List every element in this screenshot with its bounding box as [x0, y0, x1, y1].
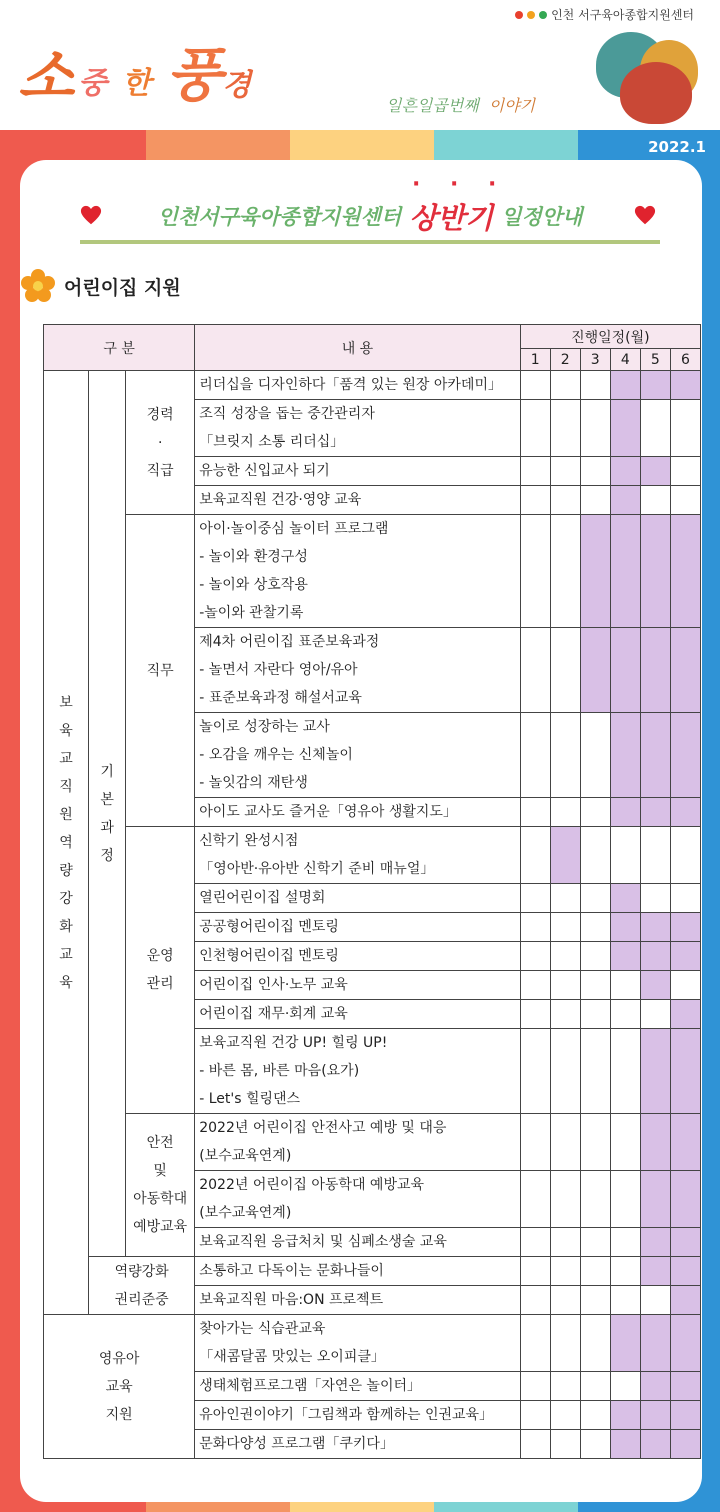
group-basic-char: 기 — [100, 763, 114, 780]
month-cell — [580, 515, 610, 628]
month-cell — [670, 400, 700, 457]
month-cell — [670, 1401, 700, 1430]
month-cell — [670, 1228, 700, 1257]
month-cell — [520, 1286, 550, 1315]
month-cell — [610, 798, 640, 827]
month-cell — [580, 1029, 610, 1114]
group-main-char: 화 — [59, 918, 73, 935]
content-line: 아이·놀이중심 놀이터 프로그램 — [199, 521, 389, 537]
content-cell — [195, 1430, 520, 1459]
month-cell — [610, 486, 640, 515]
content-line: - 놀이와 상호작용 — [199, 577, 308, 593]
month-cell — [550, 913, 580, 942]
content-cell — [195, 1257, 520, 1286]
content-cell — [195, 1114, 520, 1171]
content-line: - 놀잇감의 재탄생 — [199, 775, 308, 791]
month-cell — [580, 713, 610, 798]
month-cell — [580, 1430, 610, 1459]
content-line: - Let's 힐링댄스 — [199, 1091, 301, 1107]
content-line: 「브릿지 소통 리더십」 — [199, 434, 345, 450]
month-header: 3 — [580, 349, 610, 371]
group-basic-char: 과 — [100, 819, 114, 836]
group-main-char: 육 — [59, 722, 73, 739]
month-cell — [550, 515, 580, 628]
month-cell — [640, 457, 670, 486]
month-cell — [610, 1171, 640, 1228]
header-content: 내 용 — [195, 325, 520, 371]
content-line: 소통하고 다독이는 문화나들이 — [199, 1263, 384, 1279]
title-char-1: 소 — [18, 43, 75, 111]
month-cell — [550, 1286, 580, 1315]
month-cell — [670, 515, 700, 628]
month-cell — [640, 884, 670, 913]
month-cell — [520, 971, 550, 1000]
newsletter-header — [0, 0, 720, 130]
month-cell — [640, 400, 670, 457]
month-cell — [520, 1000, 550, 1029]
content-cell — [195, 457, 520, 486]
month-cell — [520, 457, 550, 486]
month-cell — [550, 884, 580, 913]
month-cell — [640, 1029, 670, 1114]
month-cell — [670, 1315, 700, 1372]
month-cell — [580, 457, 610, 486]
month-cell — [520, 1372, 550, 1401]
month-cell — [550, 486, 580, 515]
lucky-bag-icon — [620, 62, 692, 124]
month-cell — [610, 1372, 640, 1401]
month-cell — [610, 971, 640, 1000]
content-line: (보수교육연계) — [199, 1205, 292, 1221]
month-cell — [640, 628, 670, 713]
group-operation-line: 관리 — [146, 976, 174, 992]
issue-date: 2022.1 — [648, 138, 706, 156]
content-line: 찾아가는 식습관교육 — [199, 1321, 326, 1337]
schedule-banner — [80, 196, 660, 236]
month-cell — [610, 884, 640, 913]
month-header: 1 — [520, 349, 550, 371]
table-row — [44, 1257, 701, 1286]
month-cell — [610, 913, 640, 942]
month-cell — [580, 1228, 610, 1257]
month-cell — [550, 798, 580, 827]
group-safety-line: 안전 — [146, 1135, 174, 1151]
month-cell — [580, 1000, 610, 1029]
month-cell — [550, 1257, 580, 1286]
month-cell — [610, 942, 640, 971]
content-line: 아이도 교사도 즐거운「영유아 생활지도」 — [199, 804, 457, 820]
month-cell — [610, 400, 640, 457]
group-main-char: 교 — [59, 750, 73, 767]
month-cell — [610, 371, 640, 400]
content-cell — [195, 884, 520, 913]
month-cell — [550, 713, 580, 798]
group-operation-line: 운영 — [146, 948, 174, 964]
month-cell — [580, 1171, 610, 1228]
table-row — [44, 827, 701, 884]
month-cell — [640, 713, 670, 798]
month-header: 2 — [550, 349, 580, 371]
group-safety-line: 아동학대 — [133, 1191, 188, 1207]
month-cell — [580, 1114, 610, 1171]
month-cell — [670, 713, 700, 798]
group-infant-line: 지원 — [105, 1406, 133, 1423]
month-cell — [670, 457, 700, 486]
month-cell — [670, 827, 700, 884]
header-schedule: 진행일정(월) — [520, 325, 700, 349]
month-cell — [580, 971, 610, 1000]
table-row — [44, 1114, 701, 1171]
emphasis-dot-icon: · — [488, 172, 497, 197]
content-line: 「새콤달콤 맛있는 오이피클」 — [199, 1349, 385, 1365]
content-line: 열린어린이집 설명회 — [199, 890, 326, 906]
content-line: 유아인권이야기「그림책과 함께하는 인권교육」 — [199, 1407, 494, 1423]
month-cell — [520, 400, 550, 457]
content-cell — [195, 1171, 520, 1228]
month-cell — [610, 1000, 640, 1029]
month-cell — [580, 1257, 610, 1286]
month-cell — [520, 1029, 550, 1114]
month-cell — [610, 1029, 640, 1114]
month-cell — [520, 1315, 550, 1372]
month-cell — [520, 1171, 550, 1228]
month-cell — [640, 1315, 670, 1372]
group-main-char: 강 — [59, 890, 73, 907]
group-career-line: 경력 — [146, 406, 174, 423]
group-capacity — [89, 1257, 195, 1315]
month-cell — [520, 371, 550, 400]
content-line: 신학기 완성시점 — [199, 833, 299, 849]
month-cell — [520, 1228, 550, 1257]
month-cell — [670, 1430, 700, 1459]
month-cell — [550, 1228, 580, 1257]
group-capacity-line: 권리준중 — [114, 1291, 169, 1308]
table-row — [44, 371, 701, 400]
content-line: - 표준보육과정 해설서교육 — [199, 690, 362, 706]
month-cell — [520, 628, 550, 713]
content-line: 문화다양성 프로그램「쿠키다」 — [199, 1436, 394, 1452]
month-cell — [580, 400, 610, 457]
month-cell — [640, 1228, 670, 1257]
month-cell — [670, 1372, 700, 1401]
month-header: 5 — [640, 349, 670, 371]
group-main-char: 역 — [59, 834, 73, 851]
month-cell — [640, 1372, 670, 1401]
month-cell — [550, 1401, 580, 1430]
month-cell — [610, 827, 640, 884]
content-line: 공공형어린이집 멘토링 — [199, 919, 339, 935]
content-line: -놀이와 관찰기록 — [199, 605, 304, 621]
content-cell — [195, 628, 520, 713]
schedule-table — [43, 324, 701, 1459]
month-cell — [520, 1114, 550, 1171]
group-infant-line: 영유아 — [98, 1350, 140, 1367]
month-cell — [550, 457, 580, 486]
group-career — [126, 371, 195, 515]
group-main — [44, 371, 89, 1315]
content-line: 제4차 어린이집 표준보육과정 — [199, 634, 380, 650]
month-cell — [550, 1029, 580, 1114]
group-basic — [89, 371, 126, 1257]
month-cell — [670, 1114, 700, 1171]
month-cell — [670, 942, 700, 971]
month-cell — [610, 457, 640, 486]
content-cell — [195, 1401, 520, 1430]
content-line: 보육교직원 건강 UP! 힐링 UP! — [199, 1035, 388, 1051]
group-career-line: 직급 — [146, 462, 174, 479]
month-cell — [520, 1401, 550, 1430]
month-cell — [580, 798, 610, 827]
content-cell — [195, 827, 520, 884]
month-cell — [550, 1171, 580, 1228]
month-cell — [640, 971, 670, 1000]
month-cell — [520, 798, 550, 827]
content-line: 어린이집 재무·회계 교육 — [199, 1006, 348, 1022]
month-cell — [640, 798, 670, 827]
content-line: 생태체험프로그램「자연은 놀이터」 — [199, 1378, 422, 1394]
month-cell — [670, 1029, 700, 1114]
group-main-char: 교 — [59, 946, 73, 963]
month-cell — [640, 371, 670, 400]
content-cell — [195, 1372, 520, 1401]
content-cell — [195, 1315, 520, 1372]
month-cell — [580, 1372, 610, 1401]
month-cell — [610, 1286, 640, 1315]
subtitle-issue-number: 일흔일곱번째 — [386, 96, 479, 115]
content-cell — [195, 1228, 520, 1257]
month-cell — [610, 1257, 640, 1286]
content-line: 보육교직원 마음:ON 프로젝트 — [199, 1292, 384, 1308]
month-header: 4 — [610, 349, 640, 371]
group-main-char: 보 — [59, 694, 73, 711]
month-cell — [610, 713, 640, 798]
banner-suffix: 일정안내 — [501, 205, 583, 229]
content-line: 놀이로 성장하는 교사 — [199, 719, 330, 735]
group-basic-char: 본 — [100, 791, 114, 808]
content-cell — [195, 1286, 520, 1315]
content-cell — [195, 1000, 520, 1029]
month-cell — [550, 1114, 580, 1171]
month-cell — [610, 1315, 640, 1372]
month-cell — [670, 971, 700, 1000]
month-cell — [550, 628, 580, 713]
content-line: 인천형어린이집 멘토링 — [199, 948, 339, 964]
month-cell — [580, 1286, 610, 1315]
month-cell — [550, 1372, 580, 1401]
month-cell — [610, 1114, 640, 1171]
banner-highlight: 상반기 — [409, 200, 494, 235]
month-cell — [670, 628, 700, 713]
content-cell — [195, 1029, 520, 1114]
content-cell — [195, 486, 520, 515]
emphasis-dot-icon: · — [412, 172, 421, 197]
month-cell — [580, 913, 610, 942]
group-main-char: 량 — [59, 862, 73, 879]
group-infant-line: 교육 — [105, 1378, 133, 1395]
month-cell — [520, 1257, 550, 1286]
month-cell — [580, 371, 610, 400]
month-cell — [670, 486, 700, 515]
content-line: 조직 성장을 돕는 중간관리자 — [199, 406, 375, 422]
content-line: 리더십을 디자인하다「품격 있는 원장 아카데미」 — [199, 377, 502, 393]
org-logo — [515, 6, 694, 23]
month-cell — [520, 942, 550, 971]
group-basic-char: 정 — [100, 847, 114, 864]
group-career-line: · — [157, 434, 163, 451]
month-cell — [610, 1228, 640, 1257]
month-cell — [520, 913, 550, 942]
month-cell — [670, 371, 700, 400]
month-header: 6 — [670, 349, 700, 371]
group-safety-line: 예방교육 — [133, 1219, 188, 1235]
logo-dot-icon — [539, 11, 547, 19]
month-cell — [550, 1000, 580, 1029]
section-heading — [20, 268, 181, 304]
month-cell — [550, 971, 580, 1000]
section-title: 어린이집 지원 — [64, 276, 181, 299]
month-cell — [640, 913, 670, 942]
month-cell — [520, 884, 550, 913]
month-cell — [640, 1171, 670, 1228]
month-cell — [580, 1401, 610, 1430]
month-cell — [640, 486, 670, 515]
header-category: 구 분 — [44, 325, 195, 371]
month-cell — [640, 1286, 670, 1315]
content-cell — [195, 798, 520, 827]
month-cell — [550, 942, 580, 971]
month-cell — [580, 827, 610, 884]
group-main-char: 육 — [59, 974, 73, 991]
group-infant — [44, 1315, 195, 1459]
month-cell — [520, 827, 550, 884]
content-cell — [195, 713, 520, 798]
month-cell — [640, 1401, 670, 1430]
month-cell — [520, 515, 550, 628]
month-cell — [670, 913, 700, 942]
month-cell — [670, 884, 700, 913]
content-line: 보육교직원 응급처치 및 심폐소생술 교육 — [199, 1234, 447, 1250]
banner-underline — [80, 240, 660, 244]
content-line: - 놀면서 자란다 영아/유아 — [199, 662, 358, 678]
group-operation — [126, 827, 195, 1114]
month-cell — [520, 713, 550, 798]
month-cell — [610, 1401, 640, 1430]
month-cell — [520, 1430, 550, 1459]
org-name: 인천 서구육아종합지원센터 — [551, 8, 694, 22]
content-line: 2022년 어린이집 아동학대 예방교육 — [199, 1177, 425, 1193]
group-duty — [126, 515, 195, 827]
month-cell — [550, 827, 580, 884]
month-cell — [550, 1430, 580, 1459]
subtitle-story: 이야기 — [488, 96, 536, 115]
content-cell — [195, 913, 520, 942]
group-capacity-line: 역량강화 — [114, 1263, 169, 1280]
content-cell — [195, 371, 520, 400]
title-char-3: 한 — [122, 66, 151, 101]
month-cell — [550, 371, 580, 400]
month-cell — [670, 1257, 700, 1286]
content-line: 유능한 신입교사 되기 — [199, 463, 330, 479]
content-line: 보육교직원 건강·영양 교육 — [199, 492, 362, 508]
content-cell — [195, 942, 520, 971]
logo-dot-icon — [515, 11, 523, 19]
group-safety — [126, 1114, 195, 1257]
month-cell — [610, 628, 640, 713]
group-duty-line: 직무 — [146, 662, 174, 679]
month-cell — [640, 942, 670, 971]
month-cell — [580, 1315, 610, 1372]
content-line: 「영아반·유아반 신학기 준비 매뉴얼」 — [199, 861, 435, 877]
month-cell — [670, 1171, 700, 1228]
month-cell — [550, 400, 580, 457]
content-line: - 바른 몸, 바른 마음(요가) — [199, 1063, 360, 1079]
month-cell — [640, 1114, 670, 1171]
month-cell — [580, 486, 610, 515]
month-cell — [670, 1286, 700, 1315]
content-cell — [195, 515, 520, 628]
content-cell — [195, 971, 520, 1000]
emphasis-dot-icon: · — [450, 172, 459, 197]
content-line: 2022년 어린이집 안전사고 예방 및 대응 — [199, 1120, 447, 1136]
content-line: - 놀이와 환경구성 — [199, 549, 308, 565]
month-cell — [640, 1000, 670, 1029]
month-cell — [580, 884, 610, 913]
table-row — [44, 515, 701, 628]
content-line: 어린이집 인사·노무 교육 — [199, 977, 348, 993]
logo-dot-icon — [527, 11, 535, 19]
month-cell — [550, 1315, 580, 1372]
month-cell — [640, 827, 670, 884]
month-cell — [580, 628, 610, 713]
title-char-4: 풍 — [166, 41, 223, 109]
month-cell — [640, 1430, 670, 1459]
table-row — [44, 1315, 701, 1372]
title-char-2: 중 — [78, 66, 107, 101]
month-cell — [610, 515, 640, 628]
content-cell — [195, 400, 520, 457]
flower-icon — [20, 268, 56, 304]
issue-subtitle — [386, 93, 535, 116]
month-cell — [670, 1000, 700, 1029]
content-line: (보수교육연계) — [199, 1148, 292, 1164]
month-cell — [640, 515, 670, 628]
title-char-5: 경 — [222, 68, 251, 103]
month-cell — [640, 1257, 670, 1286]
month-cell — [670, 798, 700, 827]
group-main-char: 원 — [59, 806, 73, 823]
month-cell — [580, 942, 610, 971]
month-cell — [610, 1430, 640, 1459]
banner-prefix: 인천서구육아종합지원센터 — [157, 205, 402, 229]
group-main-char: 직 — [59, 778, 73, 795]
content-line: - 오감을 깨우는 신체놀이 — [199, 747, 353, 763]
month-cell — [520, 486, 550, 515]
group-safety-line: 및 — [153, 1163, 167, 1179]
